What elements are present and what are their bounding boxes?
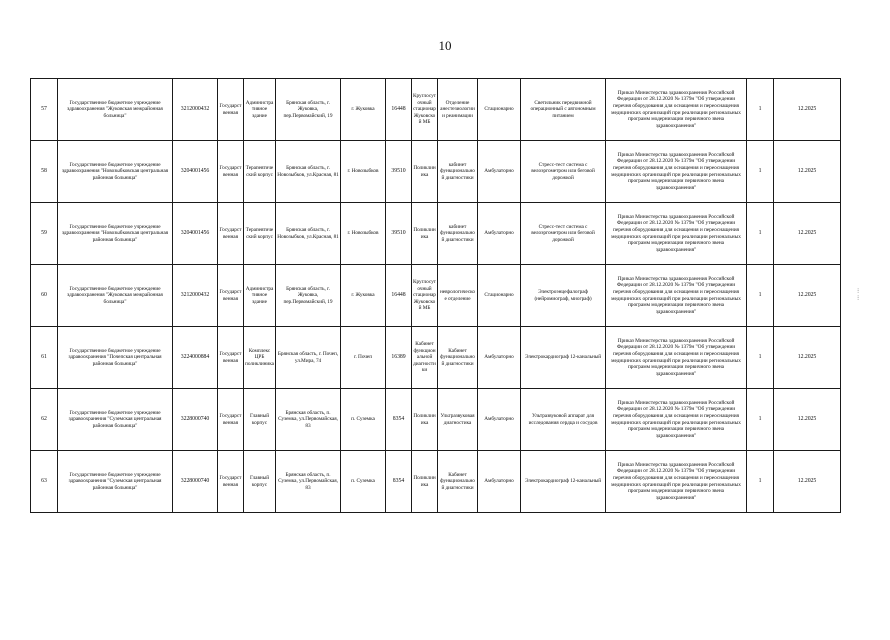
ownership-cell: Государственная [218, 265, 244, 327]
organization-cell: Государственное бюджетное учреждение здравоохранения "Новозыбковская центральная районная больница" [58, 141, 173, 203]
table-row [31, 327, 841, 389]
inn-cell: 3212000432 [173, 265, 218, 327]
date-cell: 12.2025 [774, 389, 841, 451]
inn-cell: 3224000884 [173, 327, 218, 389]
order-cell: Приказ Министерства здравоохранения Российской Федерации от 28.12.2020 № 1379н "Об утверждении перечня оборудования для оснащения и переоснащения медицинских организаций при реализации региональных программ модернизации первичного звена здравоохранения" [606, 327, 747, 389]
address-cell: Брянская область, г. Жуковка, пер.Первомайский, 19 [276, 265, 341, 327]
table-row [31, 141, 841, 203]
care-type-cell: Амбулаторно [478, 327, 521, 389]
department-cell: неврологическое отделение [438, 265, 478, 327]
unit-cell: Поликлиника [412, 203, 438, 265]
ownership-cell: Государственная [218, 203, 244, 265]
date-cell: 12.2025 [774, 203, 841, 265]
inn-cell: 3204001456 [173, 141, 218, 203]
ownership-cell: Государственная [218, 327, 244, 389]
equipment-cell: Электрокардиограф 12-канальный [521, 327, 606, 389]
building-cell: Терапевтический корпус [244, 141, 276, 203]
unit-cell: Круглосуточный стационар Жуковской МБ [412, 79, 438, 141]
order-cell: Приказ Министерства здравоохранения Российской Федерации от 28.12.2020 № 1379н "Об утверждении перечня оборудования для оснащения и переоснащения медицинских организаций при реализации региональных программ модернизации первичного звена здравоохранения" [606, 79, 747, 141]
page-number: 10 [438, 38, 452, 53]
locality-cell: п. Суземка [341, 389, 386, 451]
building-cell: Главный корпус [244, 389, 276, 451]
row-number-cell: 59 [31, 203, 58, 265]
date-cell: 12.2025 [774, 327, 841, 389]
quantity-cell: 1 [747, 265, 774, 327]
date-cell: 12.2025 [774, 79, 841, 141]
care-type-cell: Амбулаторно [478, 389, 521, 451]
ownership-cell: Государственная [218, 451, 244, 513]
code-cell: 16448 [386, 265, 412, 327]
department-cell: Ультразвуковая диагностика [438, 389, 478, 451]
ownership-cell: Государственная [218, 79, 244, 141]
code-cell: 8354 [386, 451, 412, 513]
locality-cell: г. Новозыбков [341, 203, 386, 265]
order-cell: Приказ Министерства здравоохранения Российской Федерации от 28.12.2020 № 1379н "Об утверждении перечня оборудования для оснащения и переоснащения медицинских организаций при реализации региональных программ модернизации первичного звена здравоохранения" [606, 389, 747, 451]
address-cell: Брянская область, г. Жуковка, пер.Первомайский, 19 [276, 79, 341, 141]
quantity-cell: 1 [747, 327, 774, 389]
organization-cell: Государственное бюджетное учреждение здравоохранения "Почепская центральная районная больница" [58, 327, 173, 389]
row-number-cell: 60 [31, 265, 58, 327]
date-cell: 12.2025 [774, 141, 841, 203]
equipment-cell: Светильник передвижной операционный с автономным питанием [521, 79, 606, 141]
care-type-cell: Стационарно [478, 265, 521, 327]
department-cell: Отделение анестезиологии и реанимации [438, 79, 478, 141]
equipment-cell: Стресс-тест система с велоэргометром или беговой дорожкой [521, 203, 606, 265]
care-type-cell: Амбулаторно [478, 451, 521, 513]
inn-cell: 3212000432 [173, 79, 218, 141]
date-cell: 12.2025 [774, 265, 841, 327]
table-row [31, 265, 841, 327]
unit-cell: Круглосуточный стационар Жуковской МБ [412, 265, 438, 327]
inn-cell: 3228000740 [173, 451, 218, 513]
building-cell: Терапевтический корпус [244, 203, 276, 265]
locality-cell: г. Жуковка [341, 79, 386, 141]
order-cell: Приказ Министерства здравоохранения Российской Федерации от 28.12.2020 № 1379н "Об утверждении перечня оборудования для оснащения и переоснащения медицинских организаций при реализации региональных программ модернизации первичного звена здравоохранения" [606, 265, 747, 327]
unit-cell: Поликлиника [412, 389, 438, 451]
department-cell: кабинет функциональной диагностики [438, 141, 478, 203]
address-cell: Брянская область, г. Новозыбков, ул.Красная, 81 [276, 141, 341, 203]
building-cell: Главный корпус [244, 451, 276, 513]
row-number-cell: 57 [31, 79, 58, 141]
organization-cell: Государственное бюджетное учреждение здравоохранения "Жуковская межрайонная больница" [58, 79, 173, 141]
table-row [31, 389, 841, 451]
order-cell: Приказ Министерства здравоохранения Российской Федерации от 28.12.2020 № 1379н "Об утверждении перечня оборудования для оснащения и переоснащения медицинских организаций при реализации региональных программ модернизации первичного звена здравоохранения" [606, 203, 747, 265]
unit-cell: Поликлиника [412, 451, 438, 513]
building-cell: Комплекс ЦРБ поликлиника [244, 327, 276, 389]
code-cell: 8354 [386, 389, 412, 451]
row-number-cell: 61 [31, 327, 58, 389]
equipment-table [30, 78, 841, 513]
quantity-cell: 1 [747, 203, 774, 265]
care-type-cell: Амбулаторно [478, 203, 521, 265]
equipment-cell: Электрокардиограф 12-канальный [521, 451, 606, 513]
table-row [31, 79, 841, 141]
equipment-cell: Стресс-тест система с велоэргометром или беговой дорожкой [521, 141, 606, 203]
table-row [31, 451, 841, 513]
date-cell: 12.2025 [774, 451, 841, 513]
locality-cell: г. Жуковка [341, 265, 386, 327]
quantity-cell: 1 [747, 141, 774, 203]
inn-cell: 3204001456 [173, 203, 218, 265]
equipment-cell: Электроэнцефалограф (нейромиограф, миограф) [521, 265, 606, 327]
order-cell: Приказ Министерства здравоохранения Российской Федерации от 28.12.2020 № 1379н "Об утверждении перечня оборудования для оснащения и переоснащения медицинских организаций при реализации региональных программ модернизации первичного звена здравоохранения" [606, 141, 747, 203]
care-type-cell: Амбулаторно [478, 141, 521, 203]
row-number-cell: 63 [31, 451, 58, 513]
order-cell: Приказ Министерства здравоохранения Российской Федерации от 28.12.2020 № 1379н "Об утверждении перечня оборудования для оснащения и переоснащения медицинских организаций при реализации региональных программ модернизации первичного звена здравоохранения" [606, 451, 747, 513]
address-cell: Брянская область, г. Почеп, ул.Мира, 74 [276, 327, 341, 389]
equipment-cell: Ультразвуковой аппарат для исследования сердца и сосудов [521, 389, 606, 451]
locality-cell: п. Суземка [341, 451, 386, 513]
address-cell: Брянская область, п. Суземка, ул.Первомайская, 83 [276, 451, 341, 513]
locality-cell: г. Почеп [341, 327, 386, 389]
code-cell: 39510 [386, 203, 412, 265]
quantity-cell: 1 [747, 79, 774, 141]
code-cell: 16389 [386, 327, 412, 389]
ownership-cell: Государственная [218, 141, 244, 203]
unit-cell: Кабинет функциональной диагностики [412, 327, 438, 389]
quantity-cell: 1 [747, 389, 774, 451]
department-cell: Кабинет функциональной диагностики [438, 327, 478, 389]
address-cell: Брянская область, г. Новозыбков, ул.Красная, 81 [276, 203, 341, 265]
code-cell: 39510 [386, 141, 412, 203]
locality-cell: г. Новозыбков [341, 141, 386, 203]
department-cell: Кабинет функциональной диагностики [438, 451, 478, 513]
equipment-table-wrapper [30, 78, 841, 513]
table-body [31, 79, 841, 513]
quantity-cell: 1 [747, 451, 774, 513]
building-cell: Административное здание [244, 79, 276, 141]
row-number-cell: 58 [31, 141, 58, 203]
inn-cell: 3228000740 [173, 389, 218, 451]
address-cell: Брянская область, п. Суземка, ул.Первомайская, 83 [276, 389, 341, 451]
organization-cell: Государственное бюджетное учреждение здравоохранения "Новозыбковская центральная районная больница" [58, 203, 173, 265]
row-number-cell: 62 [31, 389, 58, 451]
ownership-cell: Государственная [218, 389, 244, 451]
unit-cell: Поликлиника [412, 141, 438, 203]
organization-cell: Государственное бюджетное учреждение здравоохранения "Жуковская межрайонная больница" [58, 265, 173, 327]
department-cell: кабинет функциональной диагностики [438, 203, 478, 265]
table-row [31, 203, 841, 265]
care-type-cell: Стационарно [478, 79, 521, 141]
organization-cell: Государственное бюджетное учреждение здравоохранения "Суземская центральная районная больница" [58, 451, 173, 513]
organization-cell: Государственное бюджетное учреждение здравоохранения "Суземская центральная районная больница" [58, 389, 173, 451]
margin-mark-icon: ⁝ ⁝ [857, 287, 860, 302]
building-cell: Административное здание [244, 265, 276, 327]
code-cell: 16448 [386, 79, 412, 141]
